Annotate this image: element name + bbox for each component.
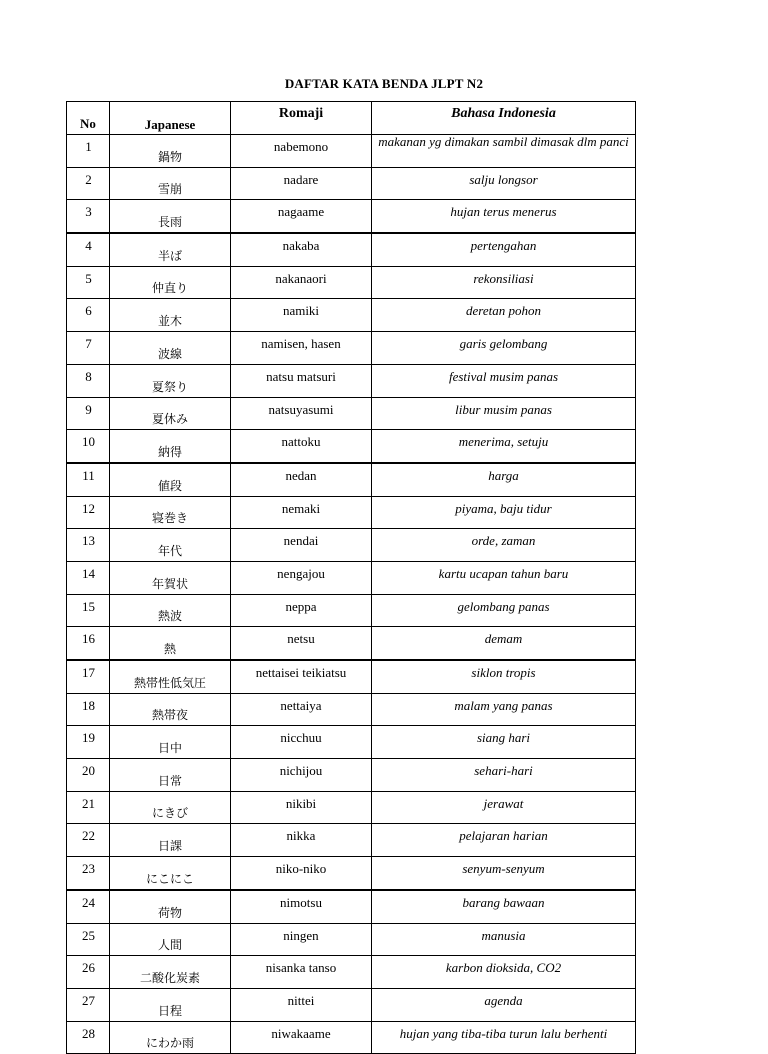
indonesian-meaning: menerima, setuju [372, 430, 636, 463]
table-row [67, 824, 636, 857]
japanese-word: 二酸化炭素 [110, 956, 231, 989]
indonesian-meaning: deretan pohon [372, 299, 636, 332]
table-row [67, 857, 636, 890]
indonesian-meaning: hujan terus menerus [372, 200, 636, 233]
romaji-reading: nemaki [231, 496, 372, 529]
table-row [67, 496, 636, 529]
row-number: 18 [67, 693, 110, 726]
romaji-reading: nikibi [231, 791, 372, 824]
row-number: 13 [67, 529, 110, 562]
row-number: 24 [67, 890, 110, 923]
table-row [67, 988, 636, 1021]
japanese-word: 波線 [110, 332, 231, 365]
header-no: No [67, 102, 110, 135]
romaji-reading: neppa [231, 594, 372, 627]
row-number: 17 [67, 660, 110, 693]
romaji-reading: netsu [231, 627, 372, 660]
table-row [67, 627, 636, 660]
header-bahasa-indonesia: Bahasa Indonesia [372, 102, 636, 135]
indonesian-meaning: pelajaran harian [372, 824, 636, 857]
row-number: 22 [67, 824, 110, 857]
indonesian-meaning: makanan yg dimakan sambil dimasak dlm panci [372, 135, 636, 168]
table-row [67, 791, 636, 824]
indonesian-meaning: gelombang panas [372, 594, 636, 627]
japanese-word: 長雨 [110, 200, 231, 233]
japanese-word: 並木 [110, 299, 231, 332]
row-number: 25 [67, 923, 110, 956]
table-row [67, 200, 636, 233]
romaji-reading: nengajou [231, 561, 372, 594]
row-number: 27 [67, 988, 110, 1021]
japanese-word: 日課 [110, 824, 231, 857]
japanese-word: 熱帯性低気圧 [110, 660, 231, 693]
japanese-word: 夏休み [110, 397, 231, 430]
japanese-word: 仲直り [110, 266, 231, 299]
romaji-reading: namisen, hasen [231, 332, 372, 365]
indonesian-meaning: piyama, baju tidur [372, 496, 636, 529]
romaji-reading: ningen [231, 923, 372, 956]
row-number: 9 [67, 397, 110, 430]
romaji-reading: nagaame [231, 200, 372, 233]
japanese-word: 人間 [110, 923, 231, 956]
header-japanese: Japanese [110, 102, 231, 135]
table-row [67, 463, 636, 496]
japanese-word: 納得 [110, 430, 231, 463]
indonesian-meaning: kartu ucapan tahun baru [372, 561, 636, 594]
row-number: 4 [67, 233, 110, 266]
row-number: 20 [67, 759, 110, 792]
row-number: 16 [67, 627, 110, 660]
romaji-reading: nikka [231, 824, 372, 857]
row-number: 3 [67, 200, 110, 233]
row-number: 6 [67, 299, 110, 332]
row-number: 15 [67, 594, 110, 627]
table-row [67, 332, 636, 365]
romaji-reading: nimotsu [231, 890, 372, 923]
romaji-reading: nattoku [231, 430, 372, 463]
table-row [67, 167, 636, 200]
table-row [67, 135, 636, 168]
japanese-word: 熱波 [110, 594, 231, 627]
japanese-word: 半ば [110, 233, 231, 266]
japanese-word: 荷物 [110, 890, 231, 923]
japanese-word: 日程 [110, 988, 231, 1021]
table-header-row [67, 102, 636, 135]
table-row [67, 923, 636, 956]
romaji-reading: nabemono [231, 135, 372, 168]
indonesian-meaning: agenda [372, 988, 636, 1021]
table-row [67, 759, 636, 792]
indonesian-meaning: jerawat [372, 791, 636, 824]
indonesian-meaning: siklon tropis [372, 660, 636, 693]
romaji-reading: nittei [231, 988, 372, 1021]
vocabulary-table [66, 101, 636, 1054]
japanese-word: 値段 [110, 463, 231, 496]
table-row [67, 561, 636, 594]
row-number: 23 [67, 857, 110, 890]
japanese-word: にこにこ [110, 857, 231, 890]
japanese-word: にきび [110, 791, 231, 824]
indonesian-meaning: barang bawaan [372, 890, 636, 923]
table-row [67, 397, 636, 430]
header-romaji: Romaji [231, 102, 372, 135]
japanese-word: 年賀状 [110, 561, 231, 594]
table-row [67, 266, 636, 299]
row-number: 14 [67, 561, 110, 594]
japanese-word: 日中 [110, 726, 231, 759]
table-row [67, 299, 636, 332]
japanese-word: 雪崩 [110, 167, 231, 200]
row-number: 21 [67, 791, 110, 824]
row-number: 5 [67, 266, 110, 299]
romaji-reading: niko-niko [231, 857, 372, 890]
romaji-reading: nakaba [231, 233, 372, 266]
japanese-word: 熱帯夜 [110, 693, 231, 726]
indonesian-meaning: harga [372, 463, 636, 496]
row-number: 28 [67, 1021, 110, 1054]
romaji-reading: nichijou [231, 759, 372, 792]
romaji-reading: nakanaori [231, 266, 372, 299]
indonesian-meaning: hujan yang tiba-tiba turun lalu berhenti [372, 1021, 636, 1054]
row-number: 19 [67, 726, 110, 759]
indonesian-meaning: orde, zaman [372, 529, 636, 562]
table-row [67, 529, 636, 562]
romaji-reading: nettaiya [231, 693, 372, 726]
indonesian-meaning: pertengahan [372, 233, 636, 266]
romaji-reading: niwakaame [231, 1021, 372, 1054]
row-number: 8 [67, 364, 110, 397]
romaji-reading: nendai [231, 529, 372, 562]
table-row [67, 594, 636, 627]
indonesian-meaning: libur musim panas [372, 397, 636, 430]
indonesian-meaning: sehari-hari [372, 759, 636, 792]
japanese-word: 鍋物 [110, 135, 231, 168]
japanese-word: 日常 [110, 759, 231, 792]
romaji-reading: nettaisei teikiatsu [231, 660, 372, 693]
document-title: DAFTAR KATA BENDA JLPT N2 [284, 76, 484, 91]
table-row [67, 726, 636, 759]
indonesian-meaning: rekonsiliasi [372, 266, 636, 299]
romaji-reading: nisanka tanso [231, 956, 372, 989]
japanese-word: にわか雨 [110, 1021, 231, 1054]
row-number: 12 [67, 496, 110, 529]
table-row [67, 233, 636, 266]
japanese-word: 年代 [110, 529, 231, 562]
japanese-word: 熱 [110, 627, 231, 660]
indonesian-meaning: salju longsor [372, 167, 636, 200]
row-number: 7 [67, 332, 110, 365]
table-row [67, 1021, 636, 1054]
romaji-reading: natsu matsuri [231, 364, 372, 397]
indonesian-meaning: malam yang panas [372, 693, 636, 726]
indonesian-meaning: karbon dioksida, CO2 [372, 956, 636, 989]
japanese-word: 夏祭り [110, 364, 231, 397]
indonesian-meaning: siang hari [372, 726, 636, 759]
row-number: 26 [67, 956, 110, 989]
indonesian-meaning: senyum-senyum [372, 857, 636, 890]
table-row [67, 660, 636, 693]
indonesian-meaning: garis gelombang [372, 332, 636, 365]
row-number: 1 [67, 135, 110, 168]
table-row [67, 430, 636, 463]
table-row [67, 890, 636, 923]
table-row [67, 693, 636, 726]
table-row [67, 364, 636, 397]
romaji-reading: nicchuu [231, 726, 372, 759]
japanese-word: 寝巻き [110, 496, 231, 529]
romaji-reading: nedan [231, 463, 372, 496]
row-number: 10 [67, 430, 110, 463]
indonesian-meaning: demam [372, 627, 636, 660]
row-number: 2 [67, 167, 110, 200]
indonesian-meaning: festival musim panas [372, 364, 636, 397]
romaji-reading: namiki [231, 299, 372, 332]
table-row [67, 956, 636, 989]
row-number: 11 [67, 463, 110, 496]
indonesian-meaning: manusia [372, 923, 636, 956]
romaji-reading: natsuyasumi [231, 397, 372, 430]
romaji-reading: nadare [231, 167, 372, 200]
